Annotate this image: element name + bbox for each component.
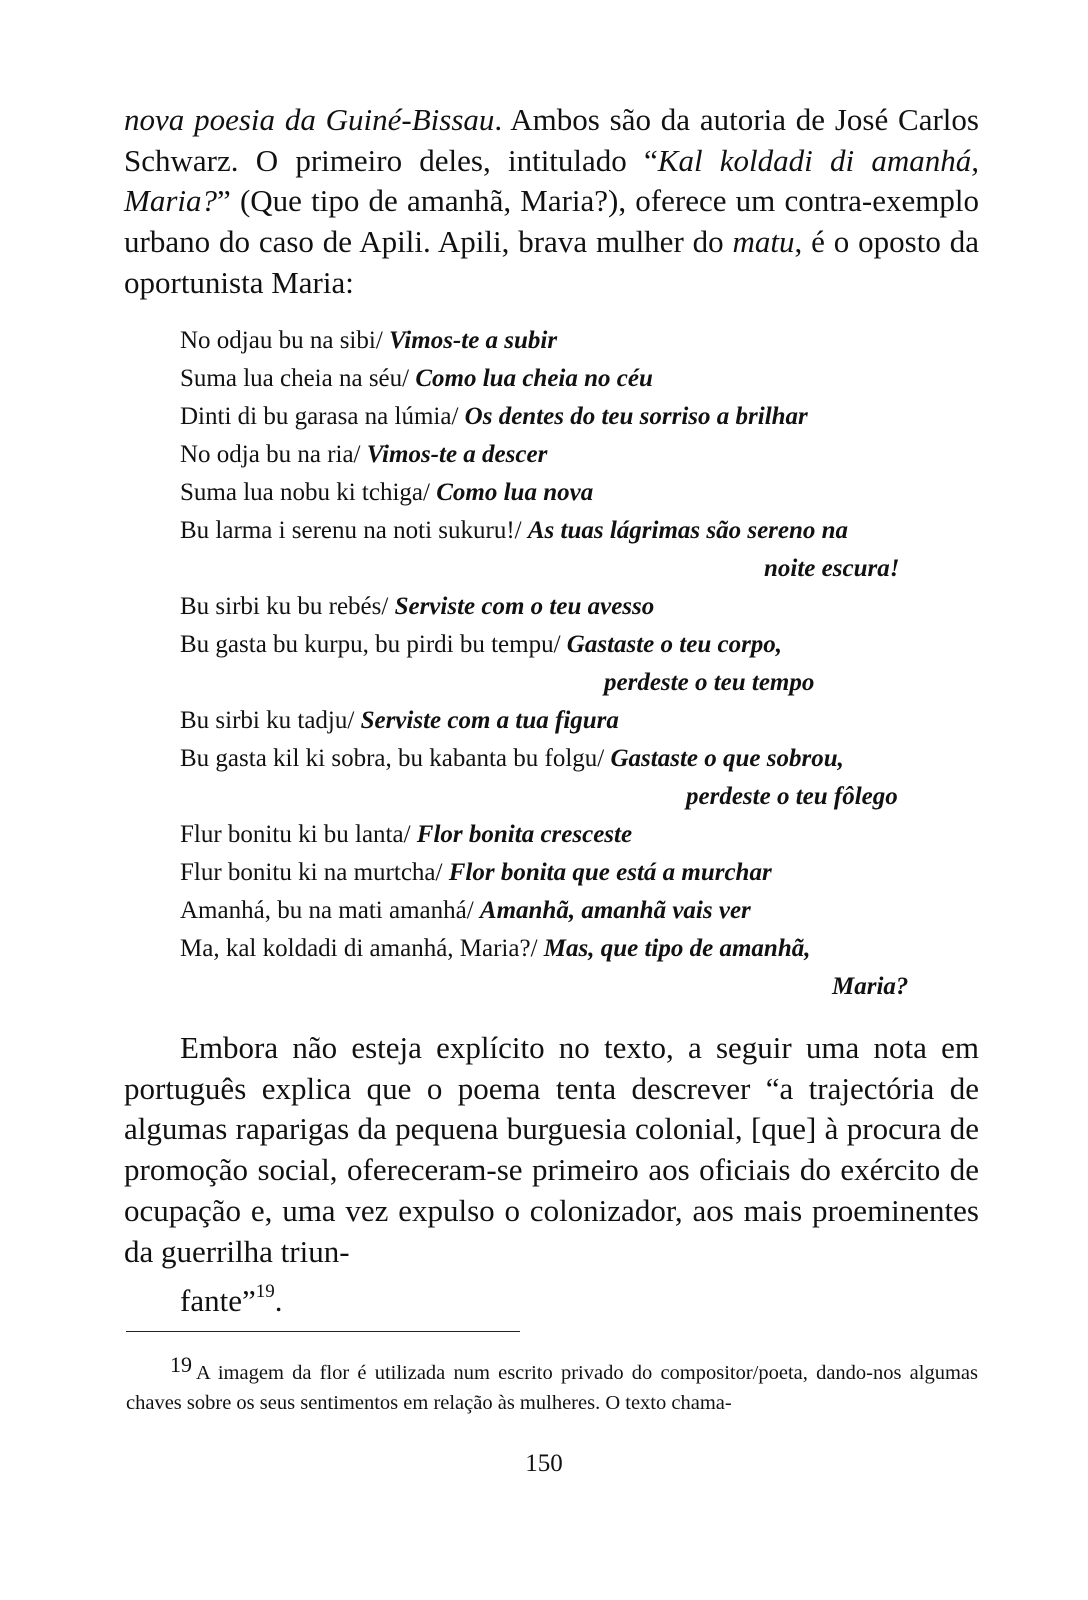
poem-continuation bbox=[180, 778, 940, 816]
portuguese-translation: Serviste com a tua figura bbox=[360, 707, 619, 734]
poem-line bbox=[180, 816, 940, 854]
footnote bbox=[126, 1350, 978, 1418]
portuguese-translation: Vimos-te a subir bbox=[389, 327, 558, 354]
translation-continuation: perdeste o teu fôlego bbox=[686, 783, 898, 810]
kriol-verse: No odja bu na ria/ bbox=[180, 441, 367, 468]
poem-line bbox=[180, 474, 940, 512]
poem-line bbox=[180, 588, 940, 626]
portuguese-translation: Gastaste o que sobrou, bbox=[610, 745, 844, 772]
kriol-verse: Amanhá, bu na mati amanhá/ bbox=[180, 897, 480, 924]
kriol-verse: Flur bonitu ki na murtcha/ bbox=[180, 859, 449, 886]
poem-line bbox=[180, 930, 940, 968]
kriol-verse: Suma lua nobu ki tchiga/ bbox=[180, 479, 437, 506]
poem-line bbox=[180, 512, 940, 550]
portuguese-translation: Flor bonita que está a murchar bbox=[448, 859, 772, 886]
poem-block bbox=[180, 322, 940, 1006]
translation-continuation: noite escura! bbox=[764, 555, 900, 582]
intro-text-2: ” (Que tipo de amanhã, Maria?), oferece um contra-exemplo urbano do caso de Apili. Apili, brava mulher do bbox=[124, 183, 979, 260]
poem-title-italic: Kal koldadi di amanhá, Maria? bbox=[124, 142, 979, 219]
poem-line bbox=[180, 740, 940, 778]
portuguese-translation: Os dentes do teu sorriso a brilhar bbox=[464, 403, 808, 430]
kriol-verse: Bu sirbi ku tadju/ bbox=[180, 707, 361, 734]
paragraph-last-line bbox=[124, 1272, 979, 1322]
poem-line bbox=[180, 892, 940, 930]
poem-continuation bbox=[180, 664, 940, 702]
portuguese-translation: Gastaste o teu corpo, bbox=[566, 631, 783, 658]
poem-line bbox=[180, 626, 940, 664]
kriol-verse: Ma, kal koldadi di amanhá, Maria?/ bbox=[180, 935, 544, 962]
translation-continuation: perdeste o teu tempo bbox=[604, 669, 815, 696]
portuguese-translation: Como lua nova bbox=[436, 479, 594, 506]
kriol-verse: Flur bonitu ki bu lanta/ bbox=[180, 821, 417, 848]
poem-line bbox=[180, 398, 940, 436]
poem-continuation bbox=[180, 550, 940, 588]
poem-line bbox=[180, 854, 940, 892]
intro-text-3: , é o oposto da oportunista Maria: bbox=[124, 224, 979, 300]
footnote-reference: 19 bbox=[255, 1281, 275, 1303]
kriol-verse: Bu sirbi ku bu rebés/ bbox=[180, 593, 395, 620]
portuguese-translation: Amanhã, amanhã vais ver bbox=[479, 897, 751, 924]
kriol-verse: Bu gasta bu kurpu, bu pirdi bu tempu/ bbox=[180, 631, 567, 658]
poem-line bbox=[180, 436, 940, 474]
portuguese-translation: Vimos-te a descer bbox=[366, 441, 548, 468]
portuguese-translation: Como lua cheia no céu bbox=[415, 365, 653, 392]
page-number: 150 bbox=[525, 1450, 563, 1477]
book-title-italic: nova poesia da Guiné-Bissau bbox=[124, 102, 495, 137]
poem-continuation bbox=[180, 968, 940, 1006]
intro-text-1: . Ambos são da autoria de José Carlos Schwarz. O primeiro deles, intitulado “ bbox=[124, 102, 979, 178]
kriol-verse: No odjau bu na sibi/ bbox=[180, 327, 390, 354]
paragraph-body: Embora não esteja explícito no texto, a seguir uma nota em português explica que o poema tenta descrever “a trajectória de algumas raparigas da pequena burguesia colonial, [que] à procura de promoção social, ofereceram-se primeiro aos oficiais do exército de ocupação e, uma vez expulso o colonizador, aos mais proeminentes da guerrilha triun- bbox=[124, 1030, 979, 1269]
footnote-number: 19 bbox=[170, 1352, 192, 1377]
paragraph-end: . bbox=[274, 1283, 283, 1319]
matu-italic: matu bbox=[732, 224, 795, 260]
body-paragraph bbox=[124, 1028, 979, 1322]
paragraph-tail: fante” bbox=[180, 1283, 256, 1319]
poem-line bbox=[180, 322, 940, 360]
portuguese-translation: Flor bonita cresceste bbox=[416, 821, 633, 848]
kriol-verse: Dinti di bu garasa na lúmia/ bbox=[180, 403, 465, 430]
footnote-divider bbox=[126, 1331, 520, 1332]
poem-line bbox=[180, 702, 940, 740]
poem-line bbox=[180, 360, 940, 398]
kriol-verse: Suma lua cheia na séu/ bbox=[180, 365, 416, 392]
portuguese-translation: Serviste com o teu avesso bbox=[394, 593, 655, 620]
translation-continuation: Maria? bbox=[832, 973, 909, 1000]
footnote-text: A imagem da flor é utilizada num escrito privado do compositor/poeta, dando-nos algumas chaves sobre os seus sentimentos em relação às mulheres. O texto chama- bbox=[126, 1362, 978, 1414]
kriol-verse: Bu larma i serenu na noti sukuru!/ bbox=[180, 517, 528, 544]
kriol-verse: Bu gasta kil ki sobra, bu kabanta bu folgu/ bbox=[180, 745, 611, 772]
intro-paragraph bbox=[124, 100, 979, 304]
portuguese-translation: As tuas lágrimas são sereno na bbox=[527, 517, 849, 544]
portuguese-translation: Mas, que tipo de amanhã, bbox=[543, 935, 811, 962]
